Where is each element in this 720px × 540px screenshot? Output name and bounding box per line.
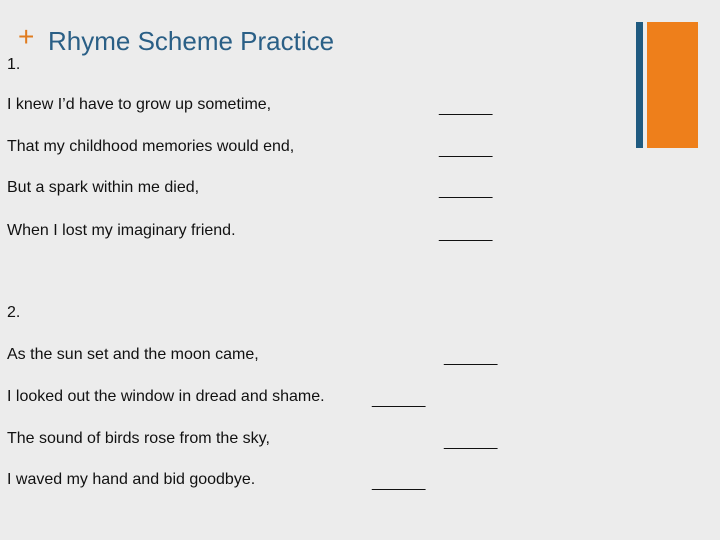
poem-1-blank-2[interactable]: ______ bbox=[439, 141, 493, 158]
decorative-blue-bar bbox=[636, 22, 643, 148]
poem-1-line-1: I knew I’d have to grow up sometime, bbox=[7, 96, 272, 113]
poem-1-blank-4[interactable]: ______ bbox=[439, 225, 493, 242]
poem-2-line-2: I looked out the window in dread and shame. bbox=[7, 388, 325, 405]
page-title: Rhyme Scheme Practice bbox=[48, 26, 335, 56]
poem-2-blank-4[interactable]: ______ bbox=[372, 474, 426, 491]
poem-1-line-4: When I lost my imaginary friend. bbox=[7, 222, 236, 239]
poem-1-line-3: But a spark within me died, bbox=[7, 179, 200, 196]
poem-1-blank-1[interactable]: ______ bbox=[439, 99, 493, 116]
poem-2-blank-3[interactable]: ______ bbox=[444, 433, 498, 450]
poem-2-blank-1[interactable]: ______ bbox=[444, 349, 498, 366]
decorative-orange-block bbox=[647, 22, 698, 148]
poem-2-line-4: I waved my hand and bid goodbye. bbox=[7, 471, 256, 488]
poem-1-blank-3[interactable]: ______ bbox=[439, 182, 493, 199]
poem-1-number: 1. bbox=[7, 56, 21, 73]
poem-2-blank-2[interactable]: ______ bbox=[372, 391, 426, 408]
poem-1-line-2: That my childhood memories would end, bbox=[7, 138, 295, 155]
poem-2-number: 2. bbox=[7, 304, 21, 321]
plus-icon: + bbox=[18, 21, 35, 52]
poem-2-line-3: The sound of birds rose from the sky, bbox=[7, 430, 270, 447]
poem-2-line-1: As the sun set and the moon came, bbox=[7, 346, 259, 363]
